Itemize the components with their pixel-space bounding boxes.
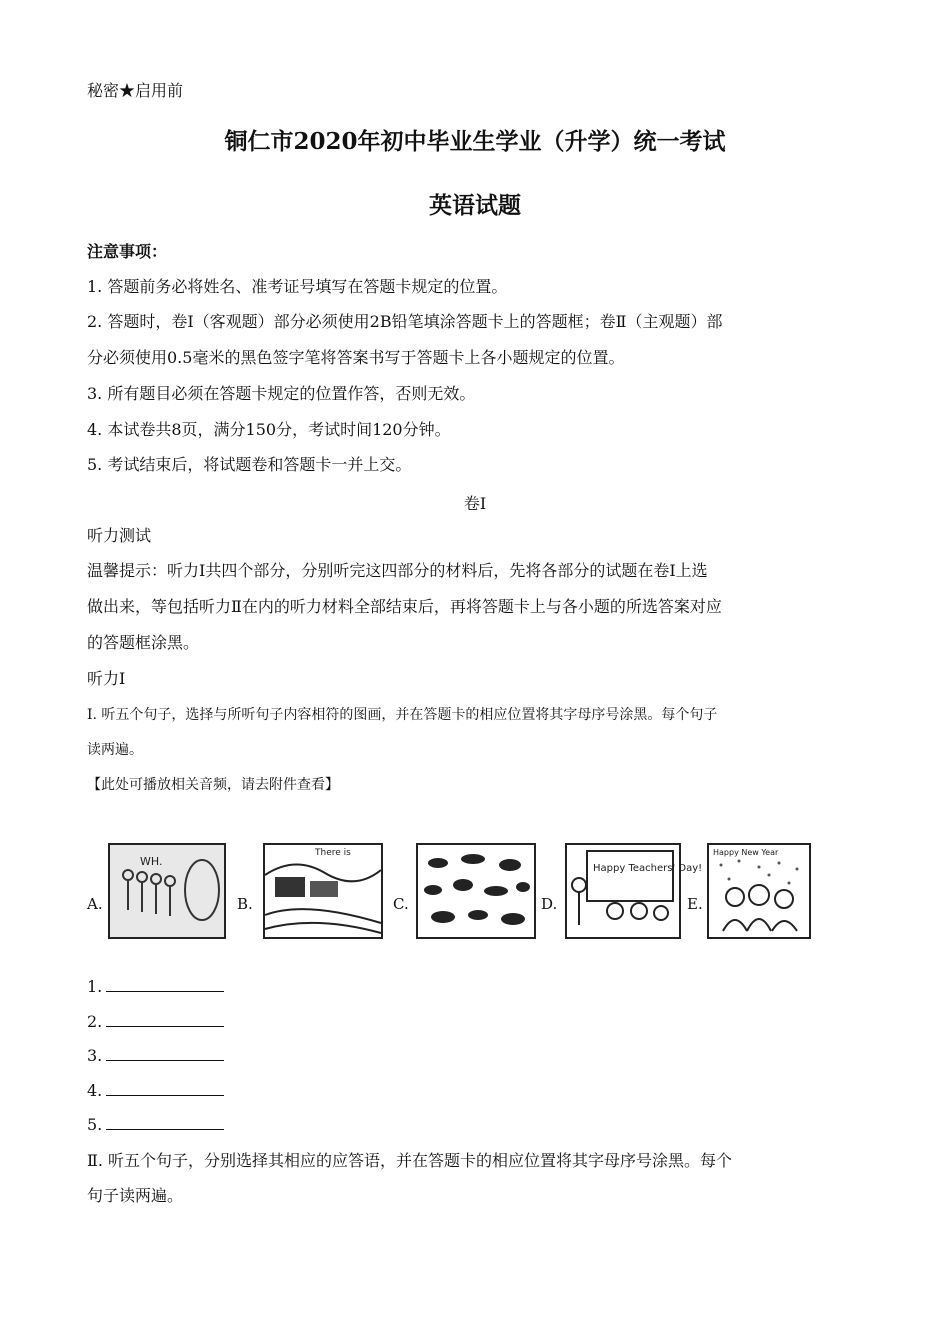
note-line: 2. 答题时，卷Ⅰ（客观题）部分必须使用2B铅笔填涂答题卡上的答题框；卷Ⅱ（主观题）部 bbox=[87, 312, 723, 331]
picture-e-text: Happy New Year bbox=[713, 848, 779, 857]
note-line: 1. 答题前务必将姓名、准考证号填写在答题卡规定的位置。 bbox=[87, 277, 508, 296]
exam-title: 铜仁市2020年初中毕业生学业（升学）统一考试 bbox=[224, 128, 726, 155]
answer-number: 2. bbox=[87, 1012, 103, 1031]
picture-b bbox=[263, 843, 383, 939]
answer-number: 1. bbox=[87, 977, 103, 996]
answer-line-4 bbox=[87, 1081, 224, 1101]
volume-label: 卷Ⅰ bbox=[463, 494, 487, 513]
option-label-e: E. bbox=[687, 895, 703, 913]
answer-line-2 bbox=[87, 1012, 224, 1032]
picture-a-text: WH. bbox=[140, 855, 163, 868]
picture-e bbox=[707, 843, 811, 939]
answer-blank[interactable] bbox=[106, 1046, 224, 1061]
notes-heading: 注意事项： bbox=[87, 242, 168, 261]
note-line: 3. 所有题目必须在答题卡规定的位置作答，否则无效。 bbox=[87, 384, 476, 403]
tip-line: 做出来，等包括听力Ⅱ在内的听力材料全部结束后，再将答题卡上与各小题的所选答案对应 bbox=[87, 597, 722, 616]
picture-c bbox=[416, 843, 536, 939]
listening-one-label: 听力Ⅰ bbox=[87, 669, 126, 688]
picture-options bbox=[87, 843, 867, 943]
answer-number: 4. bbox=[87, 1081, 103, 1100]
part1-instruction: 读两遍。 bbox=[87, 742, 143, 758]
answer-blank[interactable] bbox=[106, 977, 224, 992]
answer-line-3 bbox=[87, 1046, 224, 1066]
picture-d bbox=[565, 843, 703, 939]
part1-instruction: Ⅰ. 听五个句子，选择与所听句子内容相符的图画，并在答题卡的相应位置将其字母序号涂黑。每个句子 bbox=[87, 707, 718, 723]
answer-blank[interactable] bbox=[106, 1081, 224, 1096]
option-label-d: D. bbox=[541, 895, 558, 913]
answer-line-5 bbox=[87, 1115, 224, 1135]
option-label-c: C. bbox=[393, 895, 409, 913]
listening-title: 听力测试 bbox=[87, 526, 152, 545]
option-label-a: A. bbox=[87, 895, 103, 913]
part2-instruction: 句子读两遍。 bbox=[87, 1186, 184, 1205]
option-label-b: B. bbox=[237, 895, 253, 913]
answer-line-1 bbox=[87, 977, 224, 997]
answer-number: 3. bbox=[87, 1046, 103, 1065]
tip-line: 的答题框涂黑。 bbox=[87, 633, 200, 652]
tip-line: 温馨提示：听力Ⅰ共四个部分，分别听完这四部分的材料后，先将各部分的试题在卷Ⅰ上选 bbox=[87, 561, 708, 580]
answer-number: 5. bbox=[87, 1115, 103, 1134]
note-line: 4. 本试卷共8页，满分150分，考试时间120分钟。 bbox=[87, 420, 451, 439]
answer-blank[interactable] bbox=[106, 1115, 224, 1130]
note-line: 5. 考试结束后，将试题卷和答题卡一并上交。 bbox=[87, 455, 412, 474]
audio-note: 【此处可播放相关音频，请去附件查看】 bbox=[87, 777, 339, 793]
part2-instruction: Ⅱ. 听五个句子，分别选择其相应的应答语，并在答题卡的相应位置将其字母序号涂黑。每个 bbox=[87, 1151, 733, 1170]
exam-subtitle: 英语试题 bbox=[429, 192, 521, 219]
picture-a bbox=[108, 843, 226, 939]
picture-b-text: There is bbox=[315, 848, 351, 858]
secret-mark: 秘密★启用前 bbox=[87, 81, 184, 100]
note-line: 分必须使用0.5毫米的黑色签字笔将答案书写于答题卡上各小题规定的位置。 bbox=[87, 348, 625, 367]
answer-blank[interactable] bbox=[106, 1012, 224, 1027]
picture-d-text: Happy Teachers' Day! bbox=[593, 863, 703, 874]
